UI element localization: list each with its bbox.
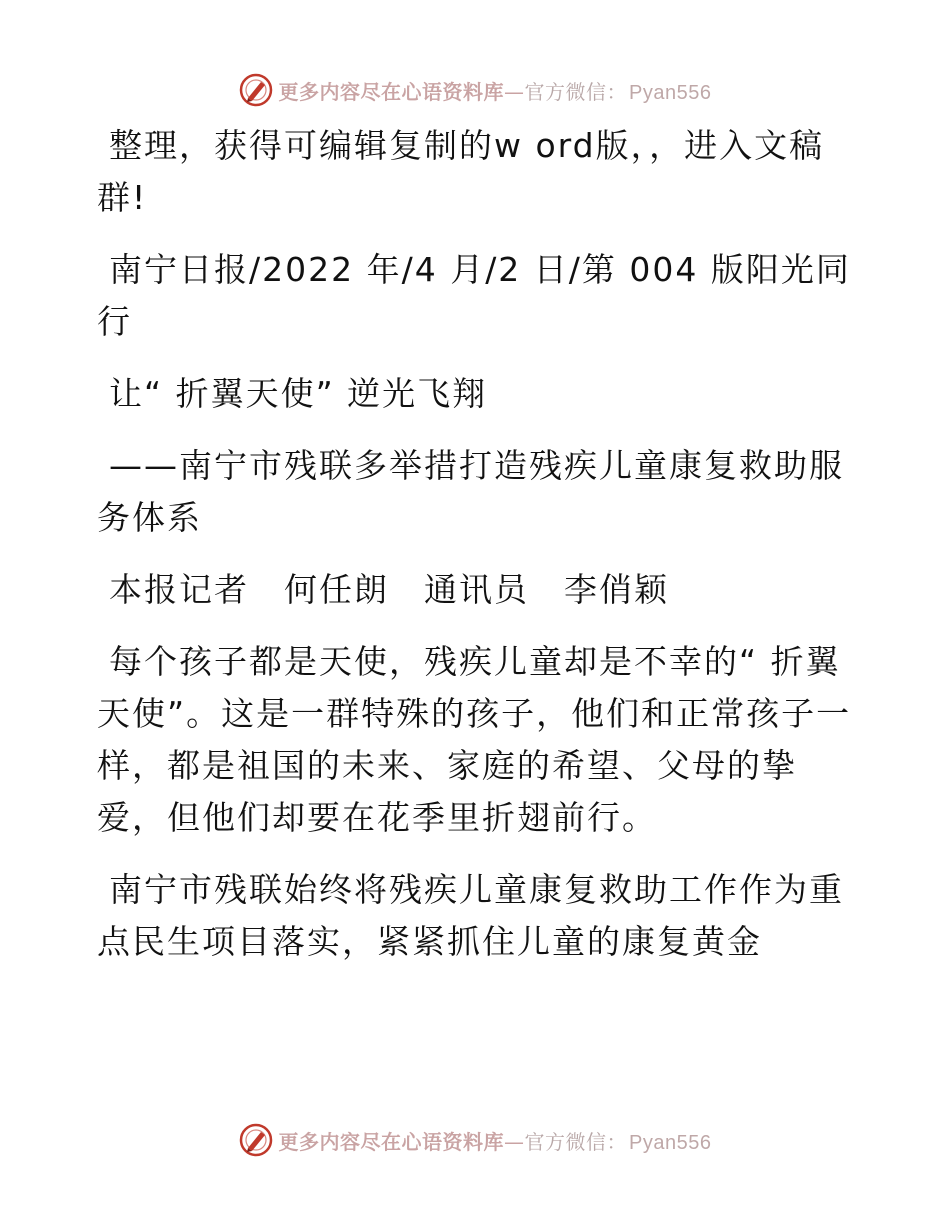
paragraph-body-2: 南宁市残联始终将残疾儿童康复救助工作作为重点民生项目落实，紧紧抓住儿童的康复黄金 xyxy=(97,870,844,961)
banner-lead-text: 更多内容尽在心语资料库 xyxy=(278,79,505,104)
paragraph-body-1: 每个孩子都是天使，残疾儿童却是不幸的“ 折翼天使”。这是一群特殊的孩子，他们和正常孩子一样，都是祖国的未来、家庭的希望、父母的挚爱，但他们却要在花季里折翅前行。 xyxy=(97,642,852,837)
paragraph-intro: 整理，获得可编辑复制的w ord版，，进入文稿群! xyxy=(97,126,825,217)
pen-logo-icon xyxy=(239,73,273,107)
banner-dash: — xyxy=(504,79,525,104)
footer-banner xyxy=(0,1120,950,1160)
header-banner xyxy=(0,70,950,110)
banner-label: 官方微信： xyxy=(524,79,628,104)
document-body xyxy=(97,120,857,988)
banner-dash: — xyxy=(504,1129,525,1154)
article-title: 让“ 折翼天使” 逆光飞翔 xyxy=(109,374,488,413)
banner-lead-text: 更多内容尽在心语资料库 xyxy=(278,1129,505,1154)
article-byline: 本报记者 何任朗 通讯员 李俏颖 xyxy=(109,570,669,609)
banner-label: 官方微信： xyxy=(524,1129,628,1154)
paragraph-source: 南宁日报/2022 年/4 月/2 日/第 004 版阳光同行 xyxy=(97,250,851,341)
pen-logo-icon xyxy=(239,1123,273,1157)
banner-handle: Pyan556 xyxy=(629,1131,712,1154)
header-banner-text xyxy=(279,76,712,105)
banner-handle: Pyan556 xyxy=(629,81,712,104)
footer-banner-text xyxy=(279,1126,712,1155)
article-subtitle: ——南宁市残联多举措打造残疾儿童康复救助服务体系 xyxy=(97,446,844,537)
